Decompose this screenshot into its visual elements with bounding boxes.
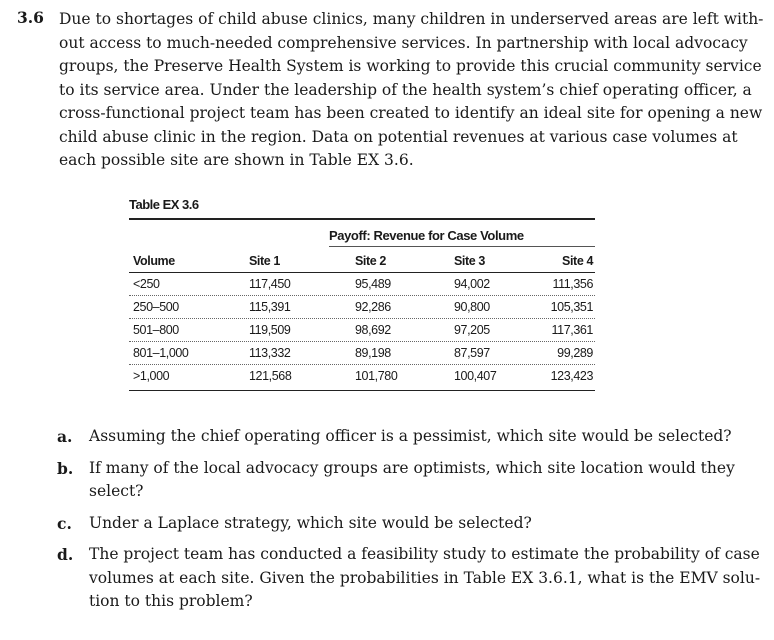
question-text: The project team has conducted a feasibility study to estimate the probability of case <box>89 545 760 563</box>
column-header-volume: Volume <box>133 254 175 268</box>
column-header-site-1: Site 1 <box>249 254 280 268</box>
table-cell: 99,289 <box>557 346 593 360</box>
table-cell: 121,568 <box>249 369 292 383</box>
table-cell: 98,692 <box>355 323 391 337</box>
intro-line: out access to much-needed comprehensive services. In partnership with local advocacy <box>59 33 748 52</box>
table-cell: 94,002 <box>454 277 490 291</box>
question-text: tion to this problem? <box>89 592 253 610</box>
question-label: c. <box>57 513 72 533</box>
table-cell-volume: 501–800 <box>133 323 179 337</box>
question-label: a. <box>57 427 73 446</box>
column-header-site-4: Site 4 <box>562 254 593 268</box>
table-cell: 123,423 <box>550 369 593 383</box>
question-c <box>57 512 707 536</box>
table-cell: 113,332 <box>249 346 291 360</box>
intro-line: Due to shortages of child abuse clinics, many children in underserved areas are left with- <box>59 10 764 28</box>
intro-line: child abuse clinic in the region. Data on potential revenues at various case volumes at <box>59 127 738 146</box>
row-divider <box>129 341 595 342</box>
table-bottom-rule <box>129 390 595 391</box>
table-cell: 119,509 <box>249 323 291 337</box>
question-text: If many of the local advocacy groups are optimists, which site location would they <box>89 458 735 477</box>
intro-line: to its service area. Under the leadership of the health system’s chief operating officer, a <box>59 80 752 99</box>
table-group-header: Payoff: Revenue for Case Volume <box>329 228 524 243</box>
question-text: select? <box>89 482 144 500</box>
row-divider <box>129 318 595 319</box>
intro-line: each possible site are shown in Table EX 3.6. <box>59 151 414 169</box>
question-text: volumes at each site. Given the probabilities in Table EX 3.6.1, what is the EMV solu- <box>89 568 761 587</box>
table-cell-volume: 250–500 <box>133 300 179 314</box>
question-b <box>57 457 735 504</box>
table-cell: 100,407 <box>454 369 497 383</box>
table-top-rule <box>129 218 595 220</box>
problem-intro <box>59 8 764 173</box>
question-text: Assuming the chief operating officer is a pessimist, which site would be selected? <box>89 427 732 445</box>
column-header-site-2: Site 2 <box>355 254 386 268</box>
table-cell: 117,361 <box>551 323 593 337</box>
table-cell: 95,489 <box>355 277 391 291</box>
row-divider <box>129 364 595 365</box>
table-caption: Table EX 3.6 <box>129 197 199 212</box>
table-cell-volume: 801–1,000 <box>133 346 189 360</box>
row-divider <box>129 295 595 296</box>
header-rule <box>129 272 595 273</box>
table-cell: 115,391 <box>249 300 291 314</box>
table-cell: 89,198 <box>355 346 391 360</box>
question-label: b. <box>57 458 74 478</box>
table-cell: 105,351 <box>550 300 593 314</box>
question-d <box>57 543 761 614</box>
question-list <box>57 425 761 622</box>
table-cell: 111,356 <box>552 277 593 291</box>
table-cell: 97,205 <box>454 323 490 337</box>
group-header-rule <box>329 246 595 247</box>
question-label: d. <box>57 545 74 564</box>
question-text: Under a Laplace strategy, which site would be selected? <box>89 513 532 532</box>
table-cell-volume: <250 <box>133 277 160 291</box>
problem-number: 3.6 <box>17 8 44 27</box>
intro-line: groups, the Preserve Health System is working to provide this crucial community service <box>59 57 762 75</box>
table-cell: 90,800 <box>454 300 490 314</box>
table-cell: 117,450 <box>249 277 291 291</box>
table-cell: 101,780 <box>355 369 398 383</box>
table-cell-volume: >1,000 <box>133 369 170 383</box>
table-cell: 92,286 <box>355 300 391 314</box>
question-a <box>57 425 732 449</box>
table-cell: 87,597 <box>454 346 490 360</box>
column-header-site-3: Site 3 <box>454 254 485 268</box>
intro-line: cross-functional project team has been created to identify an ideal site for opening a new <box>59 104 763 122</box>
